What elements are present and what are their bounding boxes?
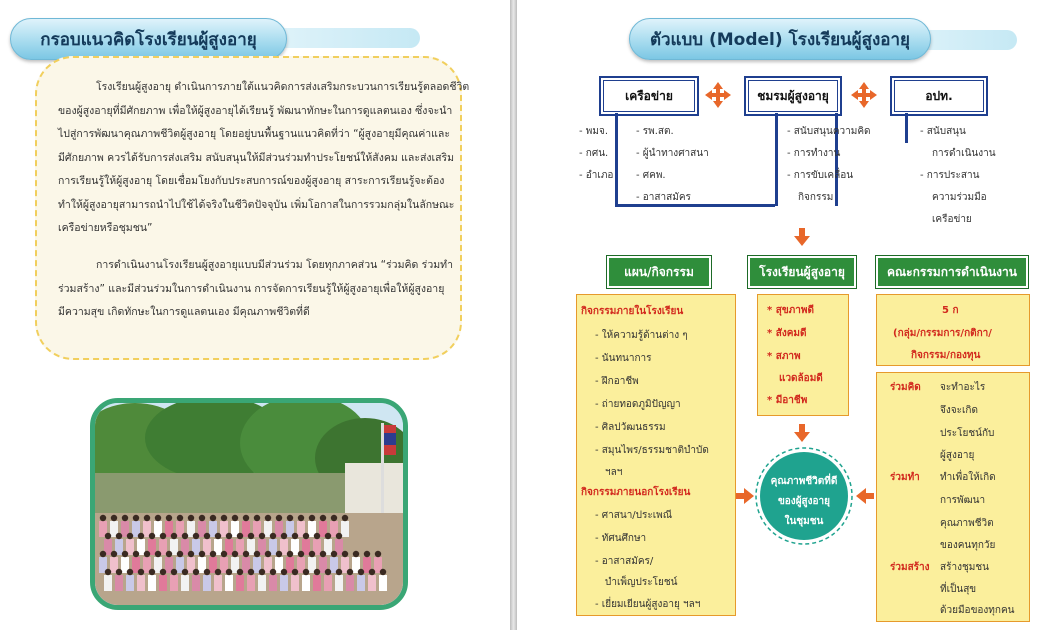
left-page bbox=[0, 0, 510, 630]
cross-arrow-icon bbox=[704, 81, 732, 109]
outside-activity-item: - เยี่ยมเยียนผู้สูงอายุ ฯลฯ bbox=[595, 599, 701, 610]
network-col2-item: - ผู้นำทางศาสนา bbox=[636, 148, 709, 159]
network-col1-item: - พมจ. bbox=[579, 126, 609, 137]
do-label: ร่วมทำ bbox=[890, 472, 920, 483]
club-item: - การขับเคลื่อน bbox=[787, 170, 854, 181]
school-outcome-item: แวดล้อมดี bbox=[779, 373, 823, 384]
network-col1-item: - อำเภอ bbox=[579, 170, 614, 181]
think-text: จึงจะเกิด bbox=[940, 405, 978, 416]
inside-activity-item: - สมุนไพร/ธรรมชาติบำบัด bbox=[595, 445, 709, 456]
network-col2-item: - อาสาสมัคร bbox=[636, 192, 691, 203]
think-label: ร่วมคิด bbox=[890, 382, 921, 393]
committee-header: คณะกรรมการดำเนินงาน bbox=[876, 256, 1028, 288]
think-text: จะทำอะไร bbox=[940, 382, 986, 393]
club-item: - การทำงาน bbox=[787, 148, 841, 159]
para1-line: ทำให้ผู้สูงอายุสามารถนำไปใช้ได้จริงในชีวิตปัจจุบัน เพิ่มโอกาสในการรวมกลุ่มในลักษณะ bbox=[58, 198, 455, 211]
do-text: ของคนทุกวัย bbox=[940, 540, 996, 551]
network-box: เครือข่าย bbox=[599, 76, 699, 116]
inside-activity-item: - ให้ความรู้ด้านต่าง ๆ bbox=[595, 330, 688, 341]
do-text: การพัฒนา bbox=[940, 495, 986, 506]
right-page bbox=[517, 0, 1042, 630]
outside-activity-item: - อาสาสมัคร/ bbox=[595, 556, 654, 567]
concept-paragraph-1 bbox=[58, 76, 470, 241]
right-page-title: ตัวแบบ (Model) โรงเรียนผู้สูงอายุ bbox=[629, 18, 931, 60]
outside-activity-item: - ทัศนศึกษา bbox=[595, 533, 647, 544]
para1-line: มีศักยภาพ ควรได้รับการส่งเสริม สนับสนุนให้มีส่วนร่วมทำประโยชน์ให้สังคม และส่งเสริม bbox=[58, 151, 455, 164]
inside-activity-item: - ศิลปวัฒนธรรม bbox=[595, 422, 666, 433]
right-arrow-icon bbox=[736, 488, 754, 504]
para1-line: โรงเรียนผู้สูงอายุ ดำเนินการภายใต้แนวคิดการส่งเสริมกระบวนการเรียนรู้ตลอดชีวิต bbox=[96, 81, 470, 93]
lao-item: การดำเนินงาน bbox=[932, 148, 996, 159]
inside-activity-item: ฯลฯ bbox=[605, 467, 623, 478]
school-outcome-item: * สังคมดี bbox=[767, 328, 807, 339]
para2-line: มีความสุข เกิดทักษะในการดูแลตนเอง มีคุณภาพชีวิตที่ดี bbox=[58, 306, 310, 318]
lao-bracket-line bbox=[905, 113, 908, 143]
elderly-gathering-photo bbox=[90, 398, 408, 610]
school-outcome-item: * มีอาชีพ bbox=[767, 395, 808, 406]
down-arrow-icon bbox=[794, 424, 810, 442]
local-admin-box: อปท. bbox=[890, 76, 988, 116]
club-item: กิจกรรม bbox=[798, 192, 834, 203]
committee-5ko-line: (กลุ่ม/กรรมการ/กติกา/ bbox=[893, 328, 992, 339]
network-col1-item: - กศน. bbox=[579, 148, 609, 159]
photo-illustration bbox=[95, 403, 403, 605]
think-text: ผู้สูงอายุ bbox=[940, 450, 975, 461]
build-text: สร้างชุมชน bbox=[940, 562, 989, 573]
outside-activity-heading: กิจกรรมภายนอกโรงเรียน bbox=[581, 487, 691, 498]
network-col2-item: - รพ.สต. bbox=[636, 126, 674, 137]
club-item: - สนับสนุนความคิด bbox=[787, 126, 871, 137]
committee-5ko-line: กิจกรรม/กองทุน bbox=[911, 350, 981, 361]
build-text: ด้วยมือของทุกคน bbox=[940, 605, 1015, 616]
book-gutter bbox=[510, 0, 517, 630]
para1-line: ของผู้สูงอายุที่มีศักยภาพ เพื่อให้ผู้สูงอายุได้เรียนรู้ พัฒนาทักษะในการดูแลตนเอง ซึ่งจะนำ bbox=[58, 104, 453, 117]
outside-activity-item: - ศาสนา/ประเพณี bbox=[595, 510, 673, 521]
circle-text-line: คุณภาพชีวิตที่ดี bbox=[770, 476, 838, 487]
elderly-club-box: ชมรมผู้สูงอายุ bbox=[744, 76, 842, 116]
network-bracket-line bbox=[615, 113, 618, 206]
inside-activity-item: - ถ่ายทอดภูมิปัญญา bbox=[595, 399, 681, 410]
lao-item: เครือข่าย bbox=[932, 214, 972, 225]
outside-activity-item: บำเพ็ญประโยชน์ bbox=[605, 577, 678, 588]
circle-text-line: ของผู้สูงอายุ bbox=[777, 496, 831, 507]
network-col2-item: - ศคพ. bbox=[636, 170, 666, 181]
plan-activity-header: แผน/กิจกรรม bbox=[607, 256, 711, 288]
left-arrow-icon bbox=[856, 488, 874, 504]
para2-line: ร่วมสร้าง” และมีส่วนร่วมในการดำเนินงาน การจัดการเรียนรู้ให้ผู้สูงอายุเพื่อให้ผู้สูงอายุ bbox=[58, 282, 445, 295]
build-label: ร่วมสร้าง bbox=[890, 562, 930, 573]
para2-line: การดำเนินงานโรงเรียนผู้สูงอายุแบบมีส่วนร่วม โดยทุกภาคส่วน “ร่วมคิด ร่วมทำ bbox=[96, 259, 453, 271]
cross-arrow-icon bbox=[850, 81, 878, 109]
do-text: คุณภาพชีวิต bbox=[940, 518, 994, 529]
build-text: ที่เป็นสุข bbox=[940, 584, 977, 595]
inside-activity-heading: กิจกรรมภายในโรงเรียน bbox=[581, 306, 684, 317]
para1-line: ไปสู่การพัฒนาคุณภาพชีวิตผู้สูงอายุ โดยอยู่บนพื้นฐานแนวคิดที่ว่า “ผู้สูงอายุมีคุณค่าและ bbox=[58, 128, 450, 140]
left-page-title: กรอบแนวคิดโรงเรียนผู้สูงอายุ bbox=[10, 18, 287, 60]
committee-5ko-line: 5 ก bbox=[942, 305, 959, 316]
think-text: ประโยชน์กับ bbox=[940, 428, 995, 439]
para1-line: การเรียนรู้ให้ผู้สูงอายุ โดยเชื่อมโยงกับประสบการณ์ของผู้สูงอายุ สาระการเรียนรู้จะต้อง bbox=[58, 175, 445, 187]
lao-item: - สนับสนุน bbox=[920, 126, 966, 137]
school-outcome-item: * สภาพ bbox=[767, 351, 801, 362]
concept-paragraph-2 bbox=[58, 254, 453, 325]
down-arrow-icon bbox=[794, 228, 810, 246]
do-text: ทำเพื่อให้เกิด bbox=[940, 472, 996, 483]
school-outcome-item: * สุขภาพดี bbox=[767, 305, 814, 316]
para1-line: เครือข่ายหรือชุมชน” bbox=[58, 222, 153, 234]
inside-activity-item: - ฝึกอาชีพ bbox=[595, 376, 639, 387]
inside-activity-item: - นันทนาการ bbox=[595, 353, 652, 364]
elderly-school-header: โรงเรียนผู้สูงอายุ bbox=[748, 256, 856, 288]
lao-item: - การประสาน bbox=[920, 170, 980, 181]
club-bracket-line bbox=[775, 113, 778, 206]
lao-item: ความร่วมมือ bbox=[932, 192, 987, 203]
circle-text-line: ในชุมชน bbox=[784, 516, 824, 527]
